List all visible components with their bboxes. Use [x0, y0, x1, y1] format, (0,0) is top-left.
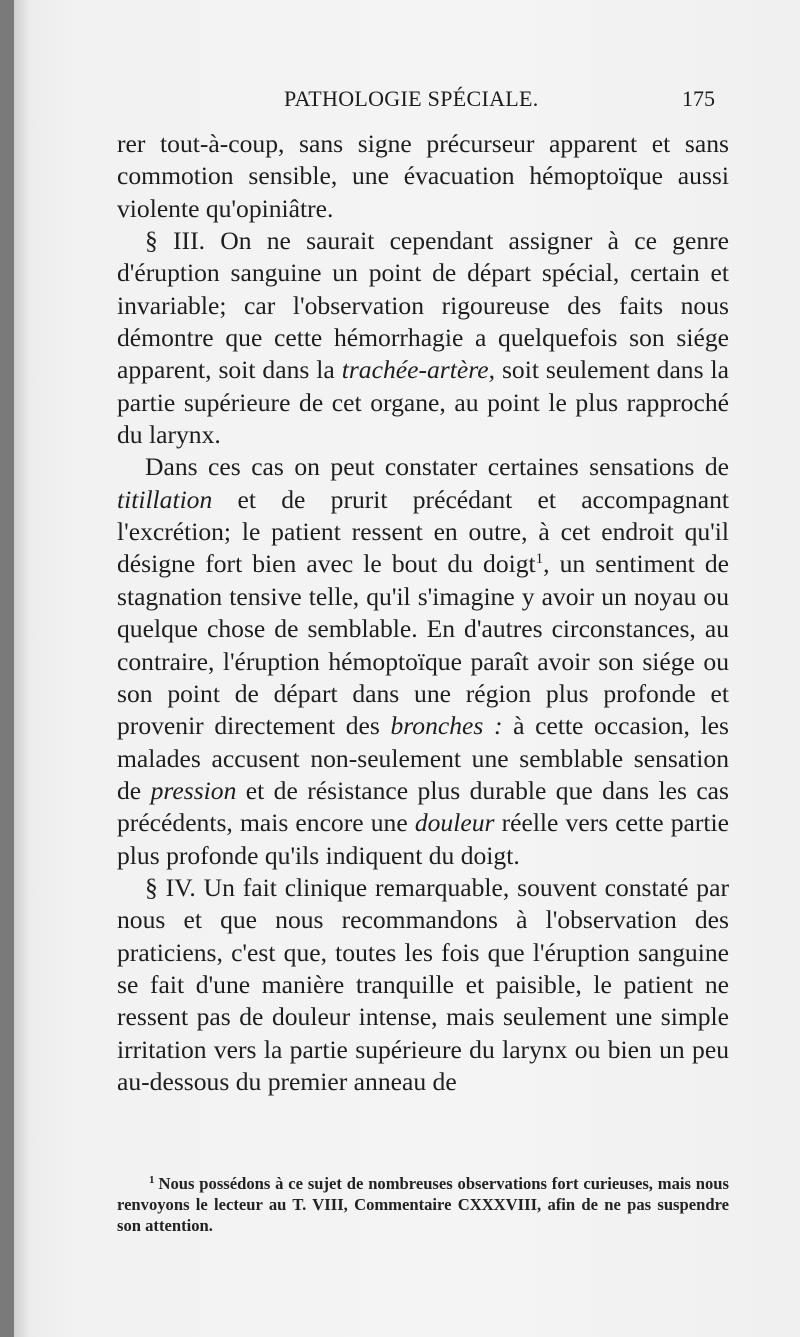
text-run: , un sentiment de stagnation tensive telle, qu'il s'imagine y avoir un noyau ou quelque chose de semblable. En d'autres circonstances, au contraire, l'éruption hémoptoïque paraît avoir son siége ou son point de départ dans une région plus profonde et provenir directement des — [117, 549, 730, 741]
italic-term: pression — [150, 775, 237, 805]
paragraph-section-iii — [117, 225, 729, 451]
text-run: réelle vers cette partie plus profonde qu'ils indiquent du doigt. — [117, 808, 729, 870]
footnote-reference: 1 — [535, 551, 544, 568]
text-run: Dans ces cas on peut constater certaines sensations de — [145, 452, 729, 482]
text-run: et de résistance plus durable que dans les cas précédents, mais encore une — [117, 775, 730, 838]
page-header — [14, 86, 800, 116]
italic-term: douleur — [414, 808, 495, 838]
footnote-number: 1 — [149, 1174, 155, 1186]
body-text — [117, 128, 729, 1098]
italic-term: trachée-artère, — [341, 355, 495, 385]
italic-term: titillation — [117, 484, 213, 514]
text-run: § III. On ne saurait cependant assigner à ce genre d'éruption sanguine un point de départ spécial, certain et invariable; car l'observation rigoureuse des faits nous démontre que cette hémorrhagie a quelquefois son siége apparent, soit dans la — [117, 226, 729, 385]
text-run: soit seulement dans la partie supérieure de cet organe, au point le plus rapproché du larynx. — [117, 355, 729, 450]
footnote-text: Nous possédons à ce sujet de nombreuses observations fort curieuses, mais nous renvoyons le lecteur au T. VIII, Commentaire CXXXVIII, afin de ne pas suspendre son attention. — [117, 1174, 729, 1235]
italic-term: bronches : — [390, 711, 503, 741]
text-run: et de prurit précédant et accompagnant l'excrétion; le patient ressent en outre, à cet endroit qu'il désigne fort bien avec le bout du doigt — [117, 484, 729, 579]
running-head: PATHOLOGIE SPÉCIALE. — [284, 86, 539, 111]
book-page — [14, 0, 800, 1337]
page-number: 175 — [682, 86, 715, 111]
paragraph-continuation: rer tout-à-coup, sans signe précurseur apparent et sans commotion sensible, une évacuation hémoptoïque aussi violente qu'opiniâtre. — [117, 129, 729, 223]
paragraph-sensations — [117, 451, 729, 871]
paragraph-section-iv: § IV. Un fait clinique remarquable, souvent constaté par nous et que nous recommandons à l'observation des praticiens, c'est que, toutes les fois que l'éruption sanguine se fait d'une manière tranquille et paisible, le patient ne ressent pas de douleur intense, mais seulement une simple irritation vers la partie supérieure du larynx ou bien un peu au-dessous du premier anneau de — [117, 872, 729, 1096]
footnote — [117, 1173, 729, 1236]
text-run: à cette occasion, les malades accusent non-seulement une semblable sensation de — [117, 711, 729, 805]
